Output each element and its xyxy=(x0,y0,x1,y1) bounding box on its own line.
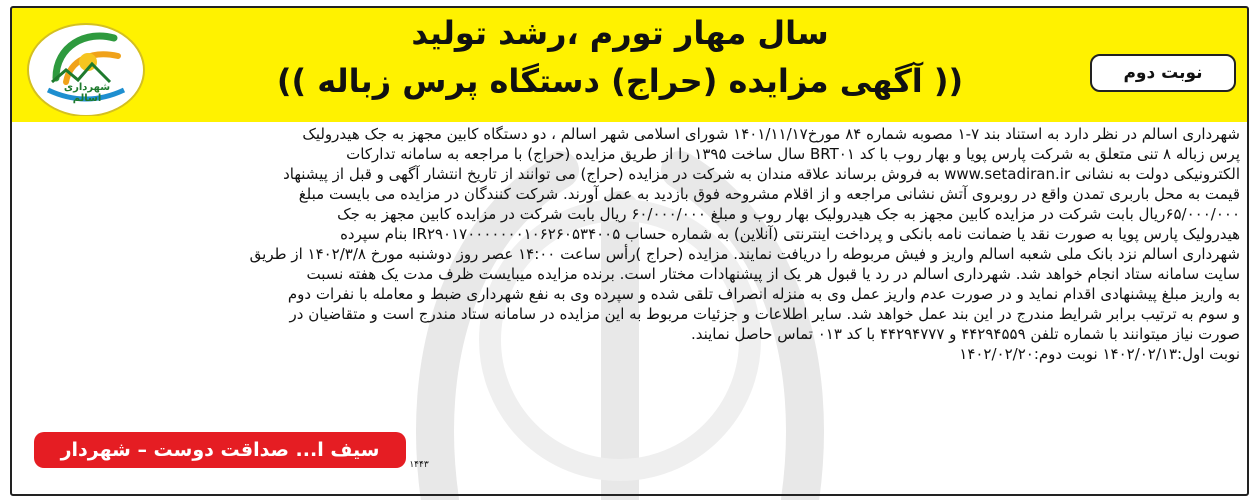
logo-caption: شهرداری اسالم xyxy=(63,82,111,104)
body-line: شهرداری اسالم نزد بانک ملی شعبه اسالم واریز و فیش مربوطه را دریافت نمایند. مزایده (حراج )رأس ساعت ۱۴:۰۰ عصر روز دوشنبه مورخ ۱۴۰۲/۳/۸ از طریق xyxy=(249,245,1240,263)
ad-code: ۱۴۴۳ xyxy=(409,460,429,470)
publication-dates: نوبت اول:۱۴۰۲/۰۲/۱۳ نوبت دوم:۱۴۰۲/۰۲/۲۰ xyxy=(959,345,1240,363)
body-line: به واریز مبلغ پیشنهادی اقدام نماید و در صورت عدم واریز عمل وی به منزله انصراف تلقی شده و سپرده وی به نفع شهرداری ضبط و معامله با نفرات دوم xyxy=(287,285,1240,303)
year-slogan: سال مهار تورم ،رشد تولید xyxy=(411,14,829,52)
body-line: سایت سامانه ستاد انجام خواهد شد. شهرداری اسالم در رد یا قبول هر یک از پیشنهادات مختار است. برنده مزایده میبایست ظرف مدت یک هفته نسبت xyxy=(306,265,1240,283)
body-line: ۶۵/۰۰۰/۰۰۰ریال بابت شرکت در مزایده کابین مجهز به جک هیدرولیک بهار روب و مبلغ ۶۰/۰۰۰/۰۰۰ ریال بابت شرکت در مزایده کابین مجهز به جک xyxy=(337,205,1240,223)
ad-title: (( آگهی مزایده (حراج) دستگاه پرس زباله )) xyxy=(276,62,964,100)
body-line: و سوم به ترتیب برابر شرایط مندرج در این بند عمل خواهد شد. سایر اطلاعات و جزئیات مربوط به این مزایده در سامانه ستاد مندرج است و متقاضیان در xyxy=(289,305,1240,323)
body-line: پرس زباله ۸ تنی متعلق به شرکت پارس پویا و بهار روب با کد BRT۰۱ سال ساخت ۱۳۹۵ را از طریق مزایده (حراج) با مراجعه به سامانه تدارکات xyxy=(346,145,1240,163)
body-line: هیدرولیک پارس پویا به صورت نقد یا ضمانت نامه بانکی و پرداخت اینترنتی (آنلاین) به شماره حساب IR۲۹۰۱۷۰۰۰۰۰۰۰۱۰۶۲۶۰۵۳۴۰۰۵ بنام سپرده xyxy=(340,225,1240,243)
body-line: شهرداری اسالم در نظر دارد به استناد بند ۷-۱ مصوبه شماره ۸۴ مورخ۱۴۰۱/۱۱/۱۷ شورای اسلامی شهر اسالم ، دو دستگاه کابین مجهز به جک هیدرولیک xyxy=(302,125,1240,143)
body-line: قیمت به محل باربری تمدن واقع در روبروی آتش نشانی مراجعه و از اقلام مشروحه فوق بازدید به عمل آورند. شرکت کنندگان در مزایده می بایست مبلغ xyxy=(298,185,1240,203)
signature-badge: سیف ا... صداقت دوست – شهردار اسالم xyxy=(34,432,406,468)
body-line: الکترونیکی دولت به نشانی www.setadiran.ir به فروش برساند علاقه مندان به شرکت در مزایده (حراج) می توانند از تاریخ انتشار آگهی و قبل از پیشنهاد xyxy=(283,165,1240,183)
round-badge: نوبت دوم xyxy=(1090,54,1236,92)
body-line: صورت نیاز میتوانند با شماره تلفن ۴۴۲۹۴۵۵۹ و ۴۴۲۹۴۷۷۷ با کد ۰۱۳ تماس حاصل نمایند. xyxy=(690,325,1240,343)
ad-frame xyxy=(10,6,1249,496)
